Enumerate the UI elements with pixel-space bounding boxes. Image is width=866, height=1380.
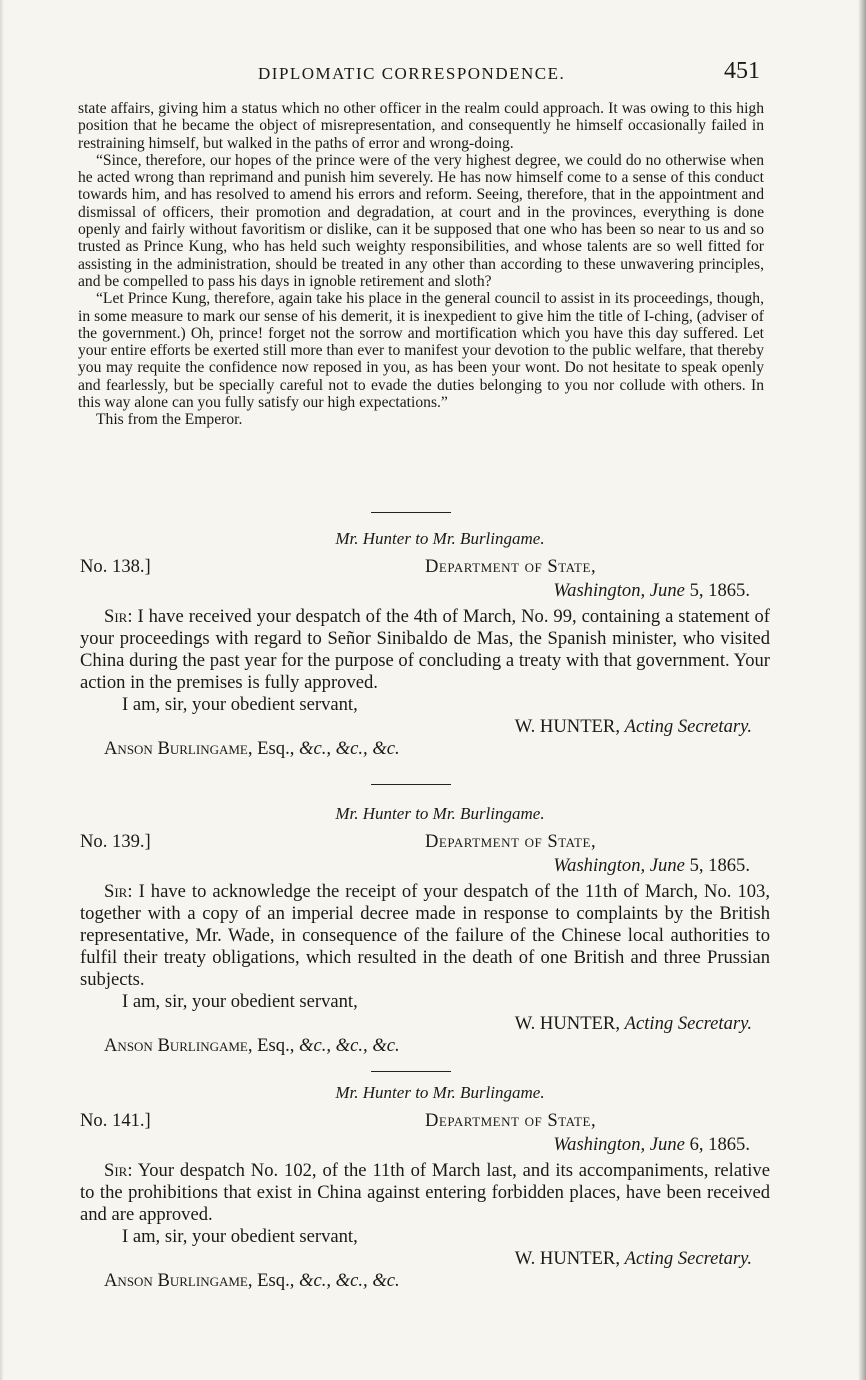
date-rest: 5, 1865. (689, 855, 750, 876)
paragraph: state affairs, giving him a status which no other officer in the realm could approach. It was owing to this high position that he became the object of misrepresentation, and consequently he himself occasionally failed in restraining himself, but walked in the paths of error and wrong-doing. (78, 100, 764, 152)
place: Washington, (553, 1134, 646, 1155)
salutation: Sir: (104, 1160, 133, 1181)
addressee-name: Anson Burlingame, (104, 1035, 253, 1056)
addressee (80, 738, 770, 760)
place-date (80, 1134, 770, 1156)
addressee-esq: Esq., (257, 1270, 295, 1291)
signer-name: W. HUNTER, (514, 716, 620, 737)
letter-body-text: I have to acknowledge the receipt of your despatch of the 11th of March, No. 103, together with a copy of an imperial decree made in response to complaints by the British representative, Mr. Wade, in consequence of the failure of the Chinese local authorities to fulfil their treaty obligations, which resulted in the death of one British and three Prussian subjects. (80, 881, 770, 990)
date-month: June (649, 1134, 685, 1155)
signer-title: Acting Secretary. (624, 1248, 752, 1269)
letter-heading: Mr. Hunter to Mr. Burlingame. (335, 529, 545, 548)
salutation: Sir: (104, 881, 133, 902)
addressee-name: Anson Burlingame, (104, 738, 253, 759)
letter-header-row (80, 1110, 770, 1134)
addressee (80, 1270, 770, 1292)
addressee-esq: Esq., (257, 738, 295, 759)
addressee (80, 1035, 770, 1057)
letter-heading: Mr. Hunter to Mr. Burlingame. (335, 1083, 545, 1102)
paragraph: “Let Prince Kung, therefore, again take his place in the general council to assist in its proceedings, though, in some measure to mark our sense of his demerit, it is inexpedient to give him the title of I-ching, (adviser of the government.) Oh, prince! forget not the sorrow and mortification which you have this day suffered. Let your entire efforts be exerted still more than ever to manifest your devotion to the public welfare, that thereby you may requite the confidence now reposed in you, as has been your wont. Do not hesitate to speak openly and fearlessly, but be specially careful not to evade the duties belonging to you nor collude with others. In this way alone can you fully satisfy our high expectations.” (78, 290, 764, 412)
signature (80, 1248, 770, 1270)
letter-139 (80, 803, 770, 1057)
continued-decree-text (78, 100, 764, 429)
addressee-etc: &c., &c., &c. (299, 738, 400, 759)
signer-title: Acting Secretary. (624, 716, 752, 737)
department-name: Department of State, (425, 831, 597, 852)
place-date (80, 580, 770, 602)
letter-header-row (80, 831, 770, 855)
running-header (0, 58, 866, 92)
letter-138 (80, 528, 770, 760)
section-divider (371, 784, 451, 785)
signer-title: Acting Secretary. (624, 1013, 752, 1034)
department-name: Department of State, (425, 1110, 597, 1131)
running-title: DIPLOMATIC CORRESPONDENCE. (258, 64, 566, 83)
letter-141 (80, 1082, 770, 1292)
despatch-number: No. 139.] (80, 831, 151, 852)
letter-body-text: I have received your despatch of the 4th of March, No. 99, containing a statement of your proceedings with regard to Señor Sinibaldo de Mas, the Spanish minister, who visited China during the past year for the purpose of concluding a treaty with that government. Your action in the premises is fully approved. (80, 606, 770, 693)
section-divider (371, 512, 451, 513)
date-month: June (649, 855, 685, 876)
letter-closing: I am, sir, your obedient servant, (122, 1226, 358, 1247)
letter-body (80, 606, 770, 694)
despatch-number: No. 141.] (80, 1110, 151, 1131)
page-edge-right (858, 0, 866, 1380)
despatch-number: No. 138.] (80, 556, 151, 577)
page-number: 451 (724, 58, 760, 84)
addressee-etc: &c., &c., &c. (299, 1270, 400, 1291)
place-date (80, 855, 770, 877)
letter-body (80, 1160, 770, 1226)
addressee-name: Anson Burlingame, (104, 1270, 253, 1291)
signature (80, 1013, 770, 1035)
letter-closing: I am, sir, your obedient servant, (122, 991, 358, 1012)
letter-closing: I am, sir, your obedient servant, (122, 694, 358, 715)
addressee-esq: Esq., (257, 1035, 295, 1056)
section-divider (371, 1071, 451, 1072)
department-name: Department of State, (425, 556, 597, 577)
signer-name: W. HUNTER, (514, 1248, 620, 1269)
letter-heading: Mr. Hunter to Mr. Burlingame. (335, 804, 545, 823)
letter-header-row (80, 556, 770, 580)
place: Washington, (553, 855, 646, 876)
letter-body-text: Your despatch No. 102, of the 11th of March last, and its accompaniments, relative to the prohibitions that exist in China against entering forbidden places, have been received and are approved. (80, 1160, 770, 1225)
letter-body (80, 881, 770, 991)
paragraph: “Since, therefore, our hopes of the prince were of the very highest degree, we could do no otherwise when he acted wrong than reprimand and punish him severely. He has now himself come to a sense of this conduct towards him, and has resolved to amend his errors and reform. Seeing, therefore, that in the appointment and dismissal of officers, their promotion and degradation, at court and in the provinces, everything is done openly and fairly without favoritism or dislike, can it be supposed that one who has been so near to us and so trusted as Prince Kung, who has held such weighty responsibilities, and whose talents are so well fitted for assisting in the administration, should be treated in any other than according to these unwavering principles, and be compelled to pass his days in ignoble retirement and sloth? (78, 151, 764, 290)
paragraph: This from the Emperor. (96, 411, 243, 429)
place: Washington, (553, 580, 646, 601)
salutation: Sir: (104, 606, 133, 627)
date-month: June (649, 580, 685, 601)
signature (80, 716, 770, 738)
addressee-etc: &c., &c., &c. (299, 1035, 400, 1056)
page-edge-left (0, 0, 4, 1380)
signer-name: W. HUNTER, (514, 1013, 620, 1034)
date-rest: 5, 1865. (689, 580, 750, 601)
date-rest: 6, 1865. (689, 1134, 750, 1155)
